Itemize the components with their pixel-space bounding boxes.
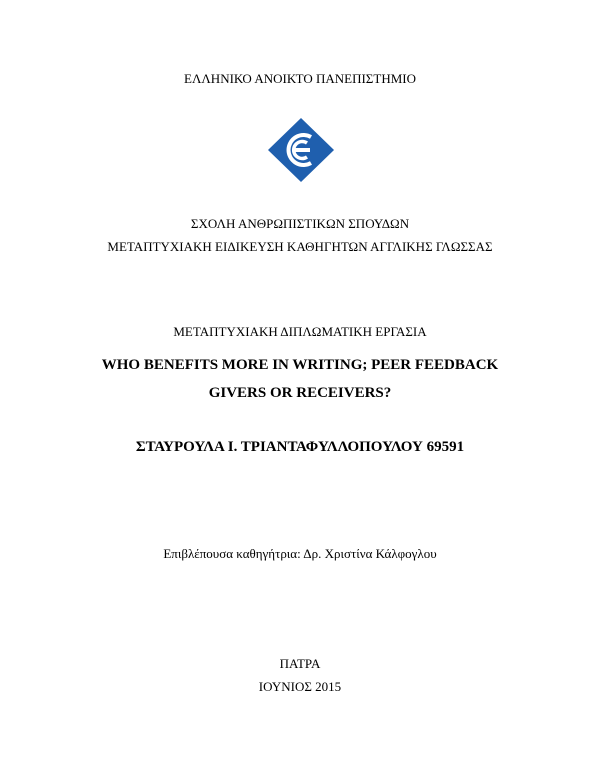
thesis-type: ΜΕΤΑΠΤΥΧΙΑΚΗ ΔΙΠΛΩΜΑΤΙΚΗ ΕΡΓΑΣΙΑ	[173, 324, 427, 339]
thesis-title-line-2: GIVERS OR RECEIVERS?	[208, 385, 392, 401]
author-name: ΣΤΑΥΡΟΥΛΑ Ι. ΤΡΙΑΝΤΑΦΥΛΛΟΠΟΥΛΟΥ 69591	[135, 439, 465, 455]
university-name: ΕΛΛΗΝΙΚΟ ΑΝΟΙΚΤΟ ΠΑΝΕΠΙΣΤΗΜΙΟ	[184, 71, 416, 86]
supervisor: Επιβλέπουσα καθηγήτρια: Δρ. Χριστίνα Κάλφογλου	[163, 546, 437, 561]
logo-bar	[294, 148, 310, 152]
submission-date: ΙΟΥΝΙΟΣ 2015	[258, 679, 342, 694]
school-name: ΣΧΟΛΗ ΑΝΘΡΩΠΙΣΤΙΚΩΝ ΣΠΟΥΔΩΝ	[190, 216, 410, 231]
program-name: ΜΕΤΑΠΤΥΧΙΑΚΗ ΕΙΔΙΚΕΥΣΗ ΚΑΘΗΓΗΤΩΝ ΑΓΓΛΙΚΗΣ ΓΛΩΣΣΑΣ	[107, 239, 493, 254]
thesis-title-line-1: WHO BENEFITS MORE IN WRITING; PEER FEEDBACK	[101, 357, 499, 373]
city: ΠΑΤΡΑ	[279, 656, 321, 671]
university-logo-icon	[266, 117, 336, 183]
